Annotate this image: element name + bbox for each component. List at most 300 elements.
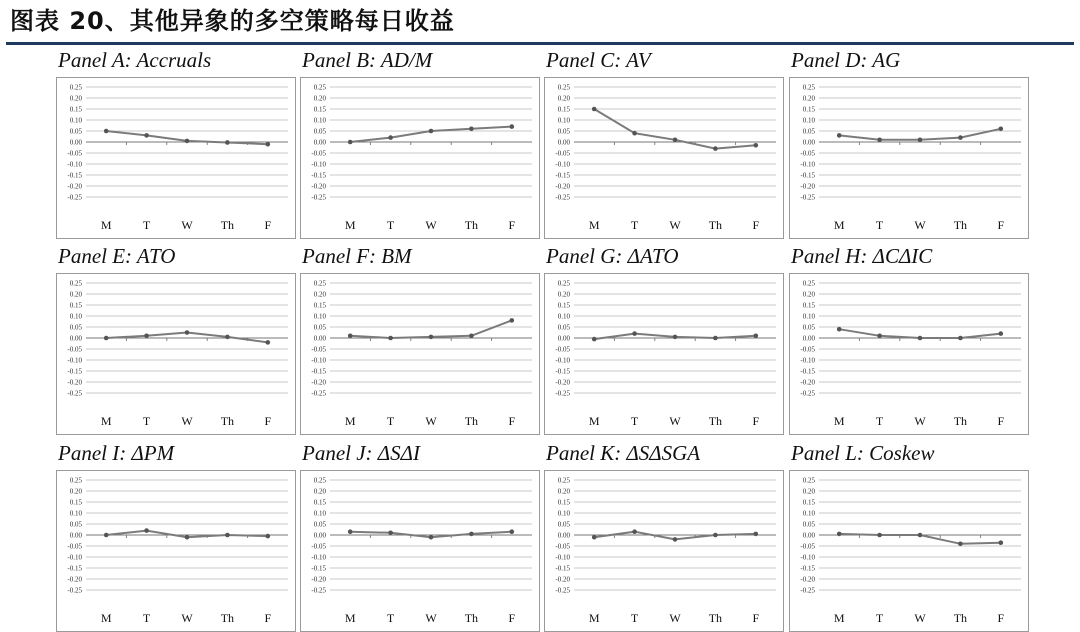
- x-tick-label: F: [997, 218, 1005, 232]
- x-tick-label: M: [344, 611, 356, 625]
- x-tick-label: Th: [953, 611, 968, 625]
- data-point: [999, 127, 1004, 132]
- y-tick-label: -0.05: [800, 542, 815, 551]
- x-tick-label: Th: [220, 611, 235, 625]
- data-point: [837, 532, 842, 537]
- data-point: [754, 143, 759, 148]
- y-tick-label: 0.00: [313, 531, 326, 540]
- chart-panel: [789, 47, 1029, 237]
- y-tick-label: 0.15: [557, 301, 570, 310]
- y-tick-label: -0.05: [311, 345, 326, 354]
- data-point: [144, 133, 149, 138]
- y-tick-label: 0.05: [557, 127, 570, 136]
- panel-title: Panel B: AD/M: [302, 48, 433, 72]
- y-tick-label: -0.25: [311, 586, 326, 595]
- figure-title: 图表 20、其他异象的多空策略每日收益: [10, 7, 455, 35]
- x-tick-label: W: [425, 611, 437, 625]
- y-tick-label: 0.25: [557, 83, 570, 92]
- x-tick-label: Th: [220, 414, 235, 428]
- data-point: [185, 535, 190, 540]
- y-tick-label: 0.15: [313, 498, 326, 507]
- y-tick-label: -0.25: [555, 389, 570, 398]
- y-tick-label: -0.25: [67, 193, 82, 202]
- y-tick-label: -0.10: [555, 356, 570, 365]
- y-tick-label: -0.20: [555, 182, 570, 191]
- y-tick-label: 0.25: [802, 279, 815, 288]
- y-tick-label: -0.25: [311, 389, 326, 398]
- y-tick-label: -0.15: [67, 171, 82, 180]
- y-tick-label: -0.10: [67, 553, 82, 562]
- data-point: [673, 335, 678, 340]
- y-tick-label: -0.10: [800, 553, 815, 562]
- x-tick-label: W: [181, 611, 193, 625]
- y-tick-label: -0.20: [311, 378, 326, 387]
- chart-panel: [544, 243, 784, 433]
- data-point: [388, 531, 393, 536]
- line-chart: [56, 77, 296, 239]
- data-point: [469, 334, 474, 339]
- x-tick-label: F: [508, 414, 516, 428]
- y-tick-label: 0.25: [802, 83, 815, 92]
- data-point: [348, 140, 353, 145]
- y-tick-label: -0.15: [555, 564, 570, 573]
- data-point: [429, 535, 434, 540]
- x-tick-label: Th: [953, 218, 968, 232]
- data-point: [999, 540, 1004, 545]
- y-tick-label: -0.10: [555, 160, 570, 169]
- y-tick-label: 0.15: [313, 105, 326, 114]
- data-point: [754, 334, 759, 339]
- y-tick-label: -0.10: [67, 356, 82, 365]
- chart-frame: [57, 78, 296, 239]
- x-tick-label: W: [425, 218, 437, 232]
- y-tick-label: -0.15: [311, 367, 326, 376]
- data-point: [469, 532, 474, 537]
- chart-frame: [790, 274, 1029, 435]
- x-tick-label: F: [508, 218, 516, 232]
- y-tick-label: -0.10: [800, 356, 815, 365]
- data-point: [388, 135, 393, 140]
- y-tick-label: 0.10: [313, 312, 326, 321]
- y-tick-label: 0.20: [313, 290, 326, 299]
- y-tick-label: -0.25: [67, 389, 82, 398]
- y-tick-label: -0.25: [555, 193, 570, 202]
- panel-title: Panel I: ΔPM: [58, 441, 175, 465]
- y-tick-label: 0.00: [69, 531, 82, 540]
- chart-frame: [545, 471, 784, 632]
- y-tick-label: 0.25: [69, 279, 82, 288]
- y-tick-label: 0.05: [802, 127, 815, 136]
- y-tick-label: 0.20: [802, 290, 815, 299]
- y-tick-label: -0.10: [800, 160, 815, 169]
- y-tick-label: -0.25: [555, 586, 570, 595]
- line-chart: [300, 470, 540, 632]
- data-point: [877, 138, 882, 143]
- y-tick-label: -0.15: [67, 564, 82, 573]
- chart-panel: [300, 440, 540, 630]
- y-tick-label: 0.00: [557, 334, 570, 343]
- chart-panel: [789, 243, 1029, 433]
- x-tick-label: T: [875, 611, 884, 625]
- y-tick-label: 0.20: [69, 487, 82, 496]
- line-chart: [56, 273, 296, 435]
- y-tick-label: -0.15: [555, 171, 570, 180]
- y-tick-label: 0.25: [557, 279, 570, 288]
- y-tick-label: 0.25: [313, 476, 326, 485]
- data-point: [592, 337, 597, 342]
- y-tick-label: 0.05: [313, 323, 326, 332]
- x-tick-label: M: [588, 218, 600, 232]
- y-tick-label: 0.20: [313, 94, 326, 103]
- x-tick-label: T: [142, 414, 151, 428]
- y-tick-label: -0.20: [67, 575, 82, 584]
- x-tick-label: T: [630, 218, 639, 232]
- y-tick-label: -0.20: [67, 378, 82, 387]
- y-tick-label: 0.00: [69, 334, 82, 343]
- y-tick-label: 0.15: [802, 498, 815, 507]
- x-tick-label: F: [264, 414, 272, 428]
- x-tick-label: M: [100, 218, 112, 232]
- panel-title: Panel G: ΔATO: [546, 244, 679, 268]
- y-tick-label: 0.15: [69, 498, 82, 507]
- chart-frame: [301, 471, 540, 632]
- y-tick-label: -0.15: [800, 564, 815, 573]
- data-point: [185, 139, 190, 144]
- line-chart: [300, 273, 540, 435]
- chart-frame: [57, 471, 296, 632]
- data-point: [225, 140, 230, 145]
- data-point: [388, 336, 393, 341]
- data-point: [429, 129, 434, 134]
- chart-frame: [790, 471, 1029, 632]
- x-tick-label: M: [833, 611, 845, 625]
- line-chart: [544, 77, 784, 239]
- x-tick-label: Th: [708, 414, 723, 428]
- panel-title: Panel A: Accruals: [58, 48, 212, 72]
- chart-panel: [56, 47, 296, 237]
- data-point: [958, 336, 963, 341]
- data-point: [713, 533, 718, 538]
- data-point: [918, 533, 923, 538]
- data-point: [348, 529, 353, 534]
- data-point: [429, 335, 434, 340]
- chart-frame: [301, 78, 540, 239]
- data-point: [104, 336, 109, 341]
- y-tick-label: -0.20: [800, 575, 815, 584]
- y-tick-label: -0.15: [800, 367, 815, 376]
- chart-frame: [57, 274, 296, 435]
- data-point: [185, 330, 190, 335]
- x-tick-label: T: [142, 611, 151, 625]
- y-tick-label: 0.20: [802, 487, 815, 496]
- y-tick-label: 0.05: [802, 323, 815, 332]
- y-tick-label: -0.10: [311, 553, 326, 562]
- y-tick-label: 0.15: [802, 105, 815, 114]
- data-point: [225, 335, 230, 340]
- x-tick-label: M: [833, 218, 845, 232]
- y-tick-label: -0.05: [800, 345, 815, 354]
- line-chart: [789, 273, 1029, 435]
- line-chart: [789, 77, 1029, 239]
- y-tick-label: 0.05: [313, 127, 326, 136]
- y-tick-label: 0.05: [313, 520, 326, 529]
- y-tick-label: 0.15: [313, 301, 326, 310]
- x-tick-label: F: [997, 414, 1005, 428]
- y-tick-label: 0.10: [557, 312, 570, 321]
- x-tick-label: F: [508, 611, 516, 625]
- y-tick-label: 0.20: [557, 487, 570, 496]
- chart-frame: [301, 274, 540, 435]
- x-tick-label: W: [669, 414, 681, 428]
- y-tick-label: 0.10: [313, 116, 326, 125]
- y-tick-label: 0.10: [802, 116, 815, 125]
- panel-title: Panel F: BM: [302, 244, 412, 268]
- x-tick-label: T: [386, 611, 395, 625]
- data-point: [632, 331, 637, 336]
- data-point: [958, 542, 963, 547]
- data-point: [104, 533, 109, 538]
- x-tick-label: W: [669, 611, 681, 625]
- y-tick-label: 0.20: [69, 94, 82, 103]
- y-tick-label: 0.25: [69, 83, 82, 92]
- data-point: [918, 138, 923, 143]
- y-tick-label: 0.00: [802, 531, 815, 540]
- y-tick-label: -0.20: [800, 378, 815, 387]
- y-tick-label: 0.15: [557, 105, 570, 114]
- y-tick-label: -0.15: [67, 367, 82, 376]
- y-tick-label: 0.20: [69, 290, 82, 299]
- data-point: [958, 135, 963, 140]
- y-tick-label: -0.25: [67, 586, 82, 595]
- x-tick-label: F: [752, 611, 760, 625]
- y-tick-label: 0.10: [802, 509, 815, 518]
- y-tick-label: -0.25: [800, 586, 815, 595]
- y-tick-label: -0.05: [67, 149, 82, 158]
- x-tick-label: F: [997, 611, 1005, 625]
- data-point: [144, 334, 149, 339]
- x-tick-label: Th: [464, 218, 479, 232]
- y-tick-label: -0.15: [555, 367, 570, 376]
- chart-panel: [56, 243, 296, 433]
- panel-title: Panel L: Coskew: [791, 441, 935, 465]
- y-tick-label: 0.00: [802, 138, 815, 147]
- x-tick-label: M: [588, 611, 600, 625]
- y-tick-label: 0.25: [69, 476, 82, 485]
- x-tick-label: T: [386, 218, 395, 232]
- chart-frame: [545, 274, 784, 435]
- x-tick-label: W: [914, 611, 926, 625]
- chart-frame: [545, 78, 784, 239]
- data-point: [266, 534, 271, 539]
- y-tick-label: 0.20: [313, 487, 326, 496]
- y-tick-label: 0.15: [69, 301, 82, 310]
- x-tick-label: M: [344, 218, 356, 232]
- y-tick-label: 0.20: [802, 94, 815, 103]
- chart-panel: [789, 440, 1029, 630]
- y-tick-label: 0.00: [557, 138, 570, 147]
- x-tick-label: W: [181, 218, 193, 232]
- data-point: [469, 127, 474, 132]
- data-point: [592, 535, 597, 540]
- panel-title: Panel E: ATO: [58, 244, 176, 268]
- data-point: [510, 318, 515, 323]
- y-tick-label: 0.25: [313, 279, 326, 288]
- x-tick-label: M: [100, 611, 112, 625]
- data-point: [266, 340, 271, 345]
- y-tick-label: -0.05: [67, 345, 82, 354]
- data-point: [918, 336, 923, 341]
- x-tick-label: Th: [220, 218, 235, 232]
- y-tick-label: -0.20: [555, 575, 570, 584]
- line-chart: [56, 470, 296, 632]
- data-point: [510, 124, 515, 129]
- data-point: [877, 334, 882, 339]
- x-tick-label: T: [630, 611, 639, 625]
- y-tick-label: -0.15: [311, 171, 326, 180]
- y-tick-label: 0.05: [557, 323, 570, 332]
- y-tick-label: -0.20: [311, 182, 326, 191]
- x-tick-label: W: [181, 414, 193, 428]
- data-point: [673, 138, 678, 143]
- y-tick-label: 0.00: [557, 531, 570, 540]
- x-tick-label: T: [875, 414, 884, 428]
- data-point: [754, 532, 759, 537]
- y-tick-label: -0.10: [311, 160, 326, 169]
- y-tick-label: 0.05: [69, 323, 82, 332]
- x-tick-label: F: [752, 218, 760, 232]
- line-chart: [300, 77, 540, 239]
- y-tick-label: 0.25: [557, 476, 570, 485]
- y-tick-label: 0.00: [313, 334, 326, 343]
- chart-panel: [300, 47, 540, 237]
- line-chart: [544, 470, 784, 632]
- chart-panel: [544, 440, 784, 630]
- y-tick-label: 0.00: [313, 138, 326, 147]
- x-tick-label: Th: [708, 218, 723, 232]
- y-tick-label: 0.00: [802, 334, 815, 343]
- data-point: [266, 142, 271, 147]
- data-point: [144, 528, 149, 533]
- data-point: [713, 146, 718, 151]
- y-tick-label: 0.10: [557, 509, 570, 518]
- data-point: [713, 336, 718, 341]
- panel-title: Panel J: ΔSΔI: [302, 441, 420, 465]
- line-chart: [544, 273, 784, 435]
- y-tick-label: 0.25: [802, 476, 815, 485]
- y-tick-label: -0.05: [555, 149, 570, 158]
- x-tick-label: F: [264, 611, 272, 625]
- x-tick-label: Th: [464, 611, 479, 625]
- chart-panel: [544, 47, 784, 237]
- y-tick-label: -0.15: [311, 564, 326, 573]
- y-tick-label: -0.25: [800, 193, 815, 202]
- data-point: [632, 131, 637, 136]
- y-tick-label: 0.20: [557, 94, 570, 103]
- x-tick-label: W: [425, 414, 437, 428]
- data-point: [632, 529, 637, 534]
- y-tick-label: -0.15: [800, 171, 815, 180]
- y-tick-label: 0.05: [69, 520, 82, 529]
- y-tick-label: 0.10: [557, 116, 570, 125]
- x-tick-label: F: [264, 218, 272, 232]
- y-tick-label: 0.25: [313, 83, 326, 92]
- y-tick-label: -0.05: [555, 345, 570, 354]
- y-tick-label: 0.15: [557, 498, 570, 507]
- x-tick-label: F: [752, 414, 760, 428]
- y-tick-label: -0.20: [555, 378, 570, 387]
- x-tick-label: M: [100, 414, 112, 428]
- y-tick-label: 0.05: [69, 127, 82, 136]
- chart-frame: [790, 78, 1029, 239]
- panel-title: Panel C: AV: [546, 48, 651, 72]
- y-tick-label: 0.15: [802, 301, 815, 310]
- y-tick-label: -0.10: [555, 553, 570, 562]
- data-point: [999, 331, 1004, 336]
- y-tick-label: -0.25: [800, 389, 815, 398]
- data-point: [673, 537, 678, 542]
- data-point: [592, 107, 597, 112]
- y-tick-label: 0.10: [802, 312, 815, 321]
- data-point: [510, 529, 515, 534]
- y-tick-label: -0.25: [311, 193, 326, 202]
- data-point: [837, 327, 842, 332]
- x-tick-label: T: [386, 414, 395, 428]
- y-tick-label: 0.15: [69, 105, 82, 114]
- line-chart: [789, 470, 1029, 632]
- x-tick-label: Th: [464, 414, 479, 428]
- chart-panel: [56, 440, 296, 630]
- y-tick-label: -0.10: [67, 160, 82, 169]
- y-tick-label: 0.00: [69, 138, 82, 147]
- x-tick-label: M: [344, 414, 356, 428]
- y-tick-label: -0.20: [800, 182, 815, 191]
- y-tick-label: 0.20: [557, 290, 570, 299]
- y-tick-label: -0.05: [800, 149, 815, 158]
- y-tick-label: 0.10: [69, 509, 82, 518]
- y-tick-label: -0.20: [311, 575, 326, 584]
- x-tick-label: Th: [953, 414, 968, 428]
- x-tick-label: T: [875, 218, 884, 232]
- x-tick-label: M: [588, 414, 600, 428]
- y-tick-label: 0.05: [802, 520, 815, 529]
- data-point: [104, 129, 109, 134]
- y-tick-label: -0.10: [311, 356, 326, 365]
- panel-title: Panel K: ΔSΔSGA: [546, 441, 701, 465]
- panel-title: Panel D: AG: [791, 48, 901, 72]
- data-point: [225, 533, 230, 538]
- x-tick-label: Th: [708, 611, 723, 625]
- title-rule: [6, 42, 1074, 45]
- y-tick-label: -0.05: [311, 542, 326, 551]
- y-tick-label: 0.10: [313, 509, 326, 518]
- x-tick-label: W: [914, 218, 926, 232]
- y-tick-label: -0.05: [311, 149, 326, 158]
- y-tick-label: -0.05: [555, 542, 570, 551]
- y-tick-label: -0.20: [67, 182, 82, 191]
- y-tick-label: 0.05: [557, 520, 570, 529]
- y-tick-label: 0.10: [69, 116, 82, 125]
- x-tick-label: M: [833, 414, 845, 428]
- chart-panel: [300, 243, 540, 433]
- data-point: [837, 133, 842, 138]
- y-tick-label: -0.05: [67, 542, 82, 551]
- x-tick-label: W: [914, 414, 926, 428]
- y-tick-label: 0.10: [69, 312, 82, 321]
- data-point: [877, 533, 882, 538]
- x-tick-label: W: [669, 218, 681, 232]
- panel-title: Panel H: ΔCΔIC: [791, 244, 933, 268]
- data-point: [348, 334, 353, 339]
